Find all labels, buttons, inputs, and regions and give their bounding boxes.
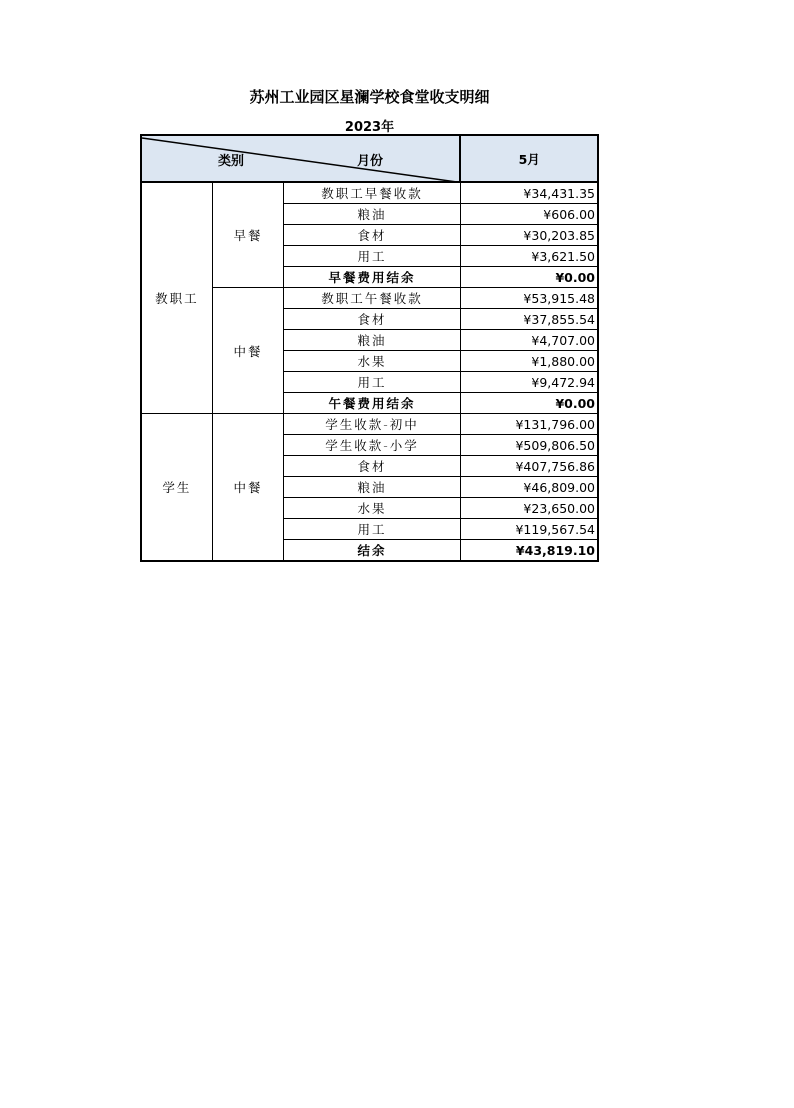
row-item: 食材 <box>284 225 461 246</box>
row-value: ¥30,203.85 <box>460 225 598 246</box>
row-value: ¥509,806.50 <box>460 435 598 456</box>
diagonal-header-cell <box>141 135 460 182</box>
row-item: 教职工午餐收款 <box>284 288 461 309</box>
row-item: 粮油 <box>284 204 461 225</box>
row-item-balance: 结余 <box>284 540 461 562</box>
row-item: 水果 <box>284 498 461 519</box>
row-value-subtotal: ¥0.00 <box>460 393 598 414</box>
row-value: ¥407,756.86 <box>460 456 598 477</box>
row-item: 粮油 <box>284 330 461 351</box>
row-value: ¥9,472.94 <box>460 372 598 393</box>
row-value: ¥23,650.00 <box>460 498 598 519</box>
group-students: 学生 <box>141 414 212 562</box>
row-value-balance: ¥43,819.10 <box>460 540 598 562</box>
row-value: ¥131,796.00 <box>460 414 598 435</box>
finance-table <box>140 134 599 562</box>
row-item: 学生收款-小学 <box>284 435 461 456</box>
subgroup-students-lunch: 中餐 <box>212 414 283 562</box>
year-subtitle: 2023年 <box>344 120 395 135</box>
table-row <box>141 182 598 204</box>
row-item-subtotal: 午餐费用结余 <box>284 393 461 414</box>
row-value: ¥46,809.00 <box>460 477 598 498</box>
row-value: ¥119,567.54 <box>460 519 598 540</box>
row-item: 学生收款-初中 <box>284 414 461 435</box>
group-staff: 教职工 <box>141 182 212 414</box>
row-item-subtotal: 早餐费用结余 <box>284 267 461 288</box>
row-item: 食材 <box>284 456 461 477</box>
row-value: ¥4,707.00 <box>460 330 598 351</box>
row-value: ¥34,431.35 <box>460 182 598 204</box>
header-month: 月份 <box>357 154 384 169</box>
subgroup-staff-breakfast: 早餐 <box>212 182 283 288</box>
row-value: ¥606.00 <box>460 204 598 225</box>
row-item: 水果 <box>284 351 461 372</box>
row-value: ¥3,621.50 <box>460 246 598 267</box>
header-month-value: 5月 <box>460 135 598 182</box>
row-value: ¥53,915.48 <box>460 288 598 309</box>
row-value: ¥1,880.00 <box>460 351 598 372</box>
diagonal-line <box>142 136 460 182</box>
table-header-row <box>141 135 598 182</box>
row-item: 用工 <box>284 246 461 267</box>
row-item: 教职工早餐收款 <box>284 182 461 204</box>
header-category: 类别 <box>218 154 245 169</box>
row-item: 用工 <box>284 372 461 393</box>
table-row <box>141 414 598 435</box>
row-value: ¥37,855.54 <box>460 309 598 330</box>
row-item: 粮油 <box>284 477 461 498</box>
subgroup-staff-lunch: 中餐 <box>212 288 283 414</box>
row-item: 食材 <box>284 309 461 330</box>
row-item: 用工 <box>284 519 461 540</box>
page-title: 苏州工业园区星澜学校食堂收支明细 <box>249 88 490 106</box>
row-value-subtotal: ¥0.00 <box>460 267 598 288</box>
